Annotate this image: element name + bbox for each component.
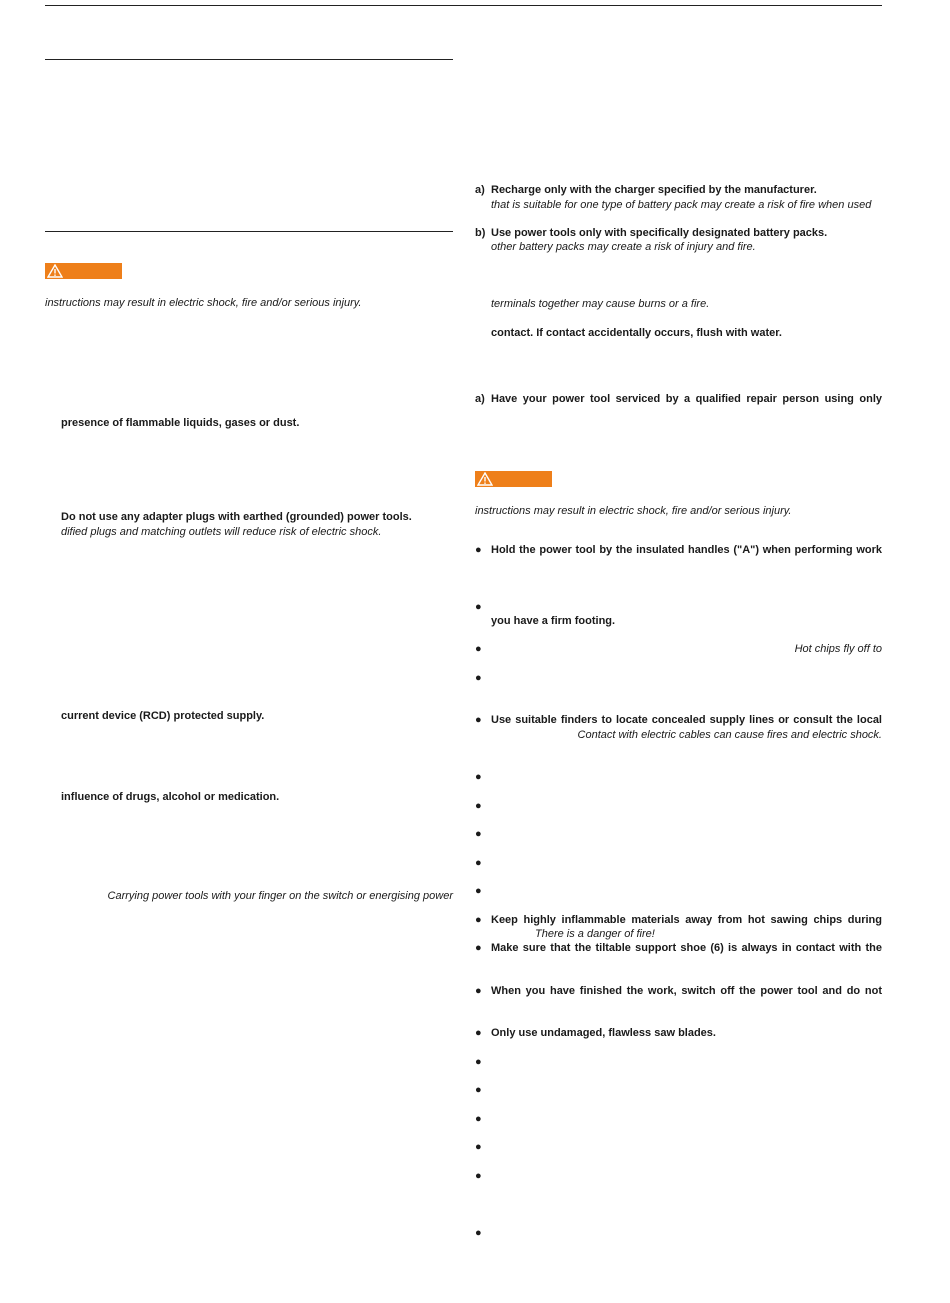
item-b-italic: other battery packs may create a risk of injury and fire. xyxy=(491,241,756,253)
bullet: ● xyxy=(475,643,482,655)
bullet: ● xyxy=(475,1084,482,1096)
item-b-label: b) xyxy=(475,227,486,239)
warning-triangle-icon xyxy=(47,264,63,278)
bullet: ● xyxy=(475,1027,482,1039)
bullet: ● xyxy=(475,857,482,869)
left-rule-2 xyxy=(45,231,453,232)
terminals-text: terminals together may cause burns or a fire. xyxy=(491,298,710,310)
finished-text: When you have finished the work, switch off the power tool and do not xyxy=(491,985,882,997)
top-rule xyxy=(45,5,882,6)
item-a-label: a) xyxy=(475,184,485,196)
item-a-bold: Recharge only with the charger specified by the manufacturer. xyxy=(491,184,817,196)
bullet: ● xyxy=(475,1227,482,1239)
rcd-text: current device (RCD) protected supply. xyxy=(61,710,265,722)
bullet: ● xyxy=(475,714,482,726)
bullet: ● xyxy=(475,1170,482,1182)
drugs-text: influence of drugs, alcohol or medication. xyxy=(61,791,280,803)
bullet: ● xyxy=(475,672,482,684)
bullet: ● xyxy=(475,914,482,926)
item-b-bold: Use power tools only with specifically designated battery packs. xyxy=(491,227,828,239)
bullet: ● xyxy=(475,885,482,897)
chips-text: Hot chips fly off to xyxy=(794,643,882,655)
contact-text: contact. If contact accidentally occurs, flush with water. xyxy=(491,327,782,339)
right-warning-text: instructions may result in electric shock, fire and/or serious injury. xyxy=(475,505,792,517)
warning-banner-left xyxy=(45,263,122,279)
carrying-text: Carrying power tools with your finger on the switch or energising power xyxy=(107,890,453,902)
bullet: ● xyxy=(475,800,482,812)
left-warning-text: instructions may result in electric shock, fire and/or serious injury. xyxy=(45,297,362,309)
bullet: ● xyxy=(475,985,482,997)
adapter-bold-text: Do not use any adapter plugs with earthed (grounded) power tools. xyxy=(61,511,412,523)
keep-text: Keep highly inflammable materials away from hot sawing chips during xyxy=(491,914,882,926)
bullet: ● xyxy=(475,601,482,613)
blades-text: Only use undamaged, flawless saw blades. xyxy=(491,1027,716,1039)
left-rule-1 xyxy=(45,59,453,60)
hold-text: Hold the power tool by the insulated handles ("A") when performing work xyxy=(491,544,882,556)
flammable-text: presence of flammable liquids, gases or dust. xyxy=(61,417,300,429)
bullet: ● xyxy=(475,942,482,954)
bullet: ● xyxy=(475,828,482,840)
adapter-italic-text: dified plugs and matching outlets will reduce risk of electric shock. xyxy=(61,526,382,538)
bullet: ● xyxy=(475,1056,482,1068)
bullet: ● xyxy=(475,1141,482,1153)
warning-banner-right xyxy=(475,471,552,487)
bullet: ● xyxy=(475,771,482,783)
bullet: ● xyxy=(475,544,482,556)
service-label: a) xyxy=(475,393,485,405)
finders-text: Use suitable finders to locate concealed supply lines or consult the local xyxy=(491,714,882,726)
item-a-italic: that is suitable for one type of battery pack may create a risk of fire when used xyxy=(491,199,872,211)
service-text: Have your power tool serviced by a qualified repair person using only xyxy=(491,393,882,405)
cables-text: Contact with electric cables can cause fires and electric shock. xyxy=(577,729,882,741)
shoe-text: Make sure that the tiltable support shoe (6) is always in contact with the xyxy=(491,942,882,954)
danger-text: There is a danger of fire! xyxy=(535,928,655,940)
bullet: ● xyxy=(475,1113,482,1125)
footing-text: you have a firm footing. xyxy=(491,615,616,627)
warning-triangle-icon xyxy=(477,472,493,486)
